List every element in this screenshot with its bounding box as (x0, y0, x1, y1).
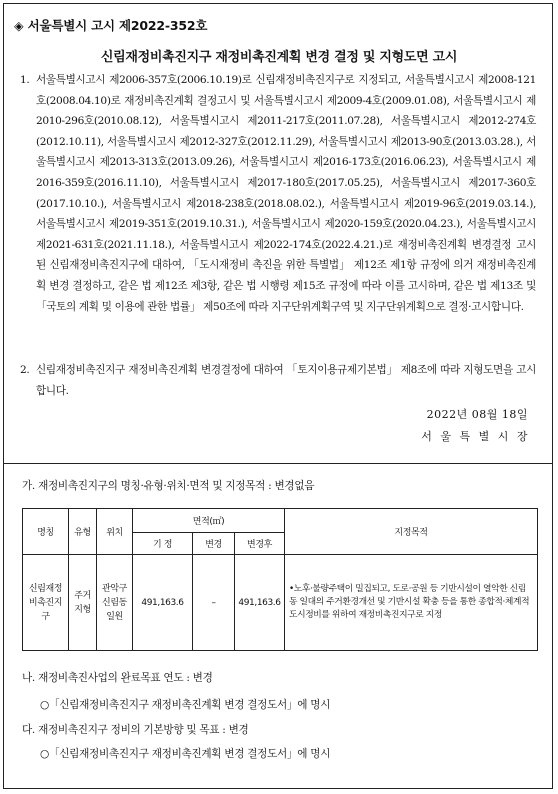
cell-purpose: •노후·불량주택이 밀집되고, 도로·공원 등 기반시설이 열악한 신림동 일대의 주거환경개선 및 기반시설 확충 등을 통한 종합적·체계적 도시정비를 위하여 재정비촉진지구로 지정 (285, 555, 538, 651)
page-title: 신림재정비촉진지구 재정비촉진계획 변경 결정 및 지형도면 고시 (100, 50, 458, 65)
header-location: 위치 (97, 509, 133, 555)
issuer-signature: 서 울 특 별 시 장 (421, 430, 530, 443)
section-b-item: ○「신림재정비촉진지구 재정비촉진계획 변경 결정도서」에 명시 (40, 699, 331, 711)
paragraph-number: 1. (20, 74, 30, 86)
paragraph-1 (20, 70, 536, 317)
cell-type: 주거지형 (69, 555, 97, 651)
section-b-heading: 나. 재정비촉진사업의 완료목표 연도 : 변경 (22, 672, 213, 684)
paragraph-2 (20, 360, 536, 401)
district-table (22, 508, 538, 651)
table-row (23, 555, 538, 651)
cell-area-after: 491,163.6 (235, 555, 285, 651)
cell-location: 관악구신림동일원 (97, 555, 133, 651)
section-c-item: ○「신림재정비촉진지구 재정비촉진계획 변경 결정도서」에 명시 (40, 748, 331, 760)
paragraph-number: 2. (20, 364, 30, 376)
cell-area-change: – (193, 555, 235, 651)
section-a-heading: 가. 재정비촉진지구의 명칭·유형·위치·면적 및 지정목적 : 변경없음 (22, 480, 315, 492)
divider (3, 463, 553, 464)
header-name: 명칭 (23, 509, 69, 555)
notice-number: ◈ 서울특별시 고시 제2022-352호 (14, 18, 208, 33)
paragraph-text: 서울특별시고시 제2006-357호(2006.10.19)로 신림재정비촉진지구로 지정되고, 서울특별시고시 제2008-121호(2008.04.10)로 재정비촉진계획 결정고시 및 서울특별시고시 제2009-4호(2009.01.08), 서울특별시고시 제2010-296호(2010.08.12), 서울특별시고시 제2011-217호(2011.07.28), 서울특별시고시 제2012-274호(2012.10.11), 서울특별시고시 제2012-327호(2012.11.29), 서울특별시고시 제2013-90호(2013.03.28.), 서울특별시고시 제2013-313호(2013.09.26), 서울특별시고시 제2016-173호(2016.06.23), 서울특별시고시 제2016-359호(2016.11.10), 서울특별시고시 제2017-180호(2017.05.25), 서울특별시고시 제2017-360호(2017.10.10.), 서울특별시고시 제2018-238호(2018.08.02.), 서울특별시고시 제2019-96호(2019.03.14.), 서울특별시고시 제2019-351호(2019.10.31.), 서울특별시고시 제2020-159호(2020.04.23.), 서울특별시고시 제2021-631호(2021.11.18.), 서울특별시고시 제2022-174호(2022.4.21.)로 재정비촉진계획 변경결정 고시된 신림재정비촉진지구에 대하여, 「도시재정비 촉진을 위한 특별법」 제12조 제1항 규정에 의거 재정비촉진계획 변경 결정하고, 같은 법 제12조 제3항, 같은 법 시행령 제15조 규정에 따라 이를 고시하며, 같은 법 제13조 및 「국토의 계획 및 이용에 관한 법률」 제50조에 따라 지구단위계획구역 및 지구단위계획으로 결정·고시합니다. (36, 74, 536, 313)
header-area-after: 변경후 (235, 533, 285, 555)
notice-date: 2022년 08월 18일 (426, 408, 528, 421)
cell-name: 신림재정비촉진지구 (23, 555, 69, 651)
header-area-existing: 기 정 (133, 533, 193, 555)
header-purpose: 지정목적 (285, 509, 538, 555)
section-c-heading: 다. 재정비촉진지구 정비의 기본방향 및 목표 : 변경 (22, 724, 249, 736)
paragraph-text: 신림재정비촉진지구 재정비촉진계획 변경결정에 대하여 「토지이용규제기본법」 제8조에 따라 지형도면을 고시합니다. (36, 364, 536, 397)
header-type: 유형 (69, 509, 97, 555)
cell-area-existing: 491,163.6 (133, 555, 193, 651)
header-area: 면적(㎡) (133, 509, 285, 533)
header-area-change: 변경 (193, 533, 235, 555)
